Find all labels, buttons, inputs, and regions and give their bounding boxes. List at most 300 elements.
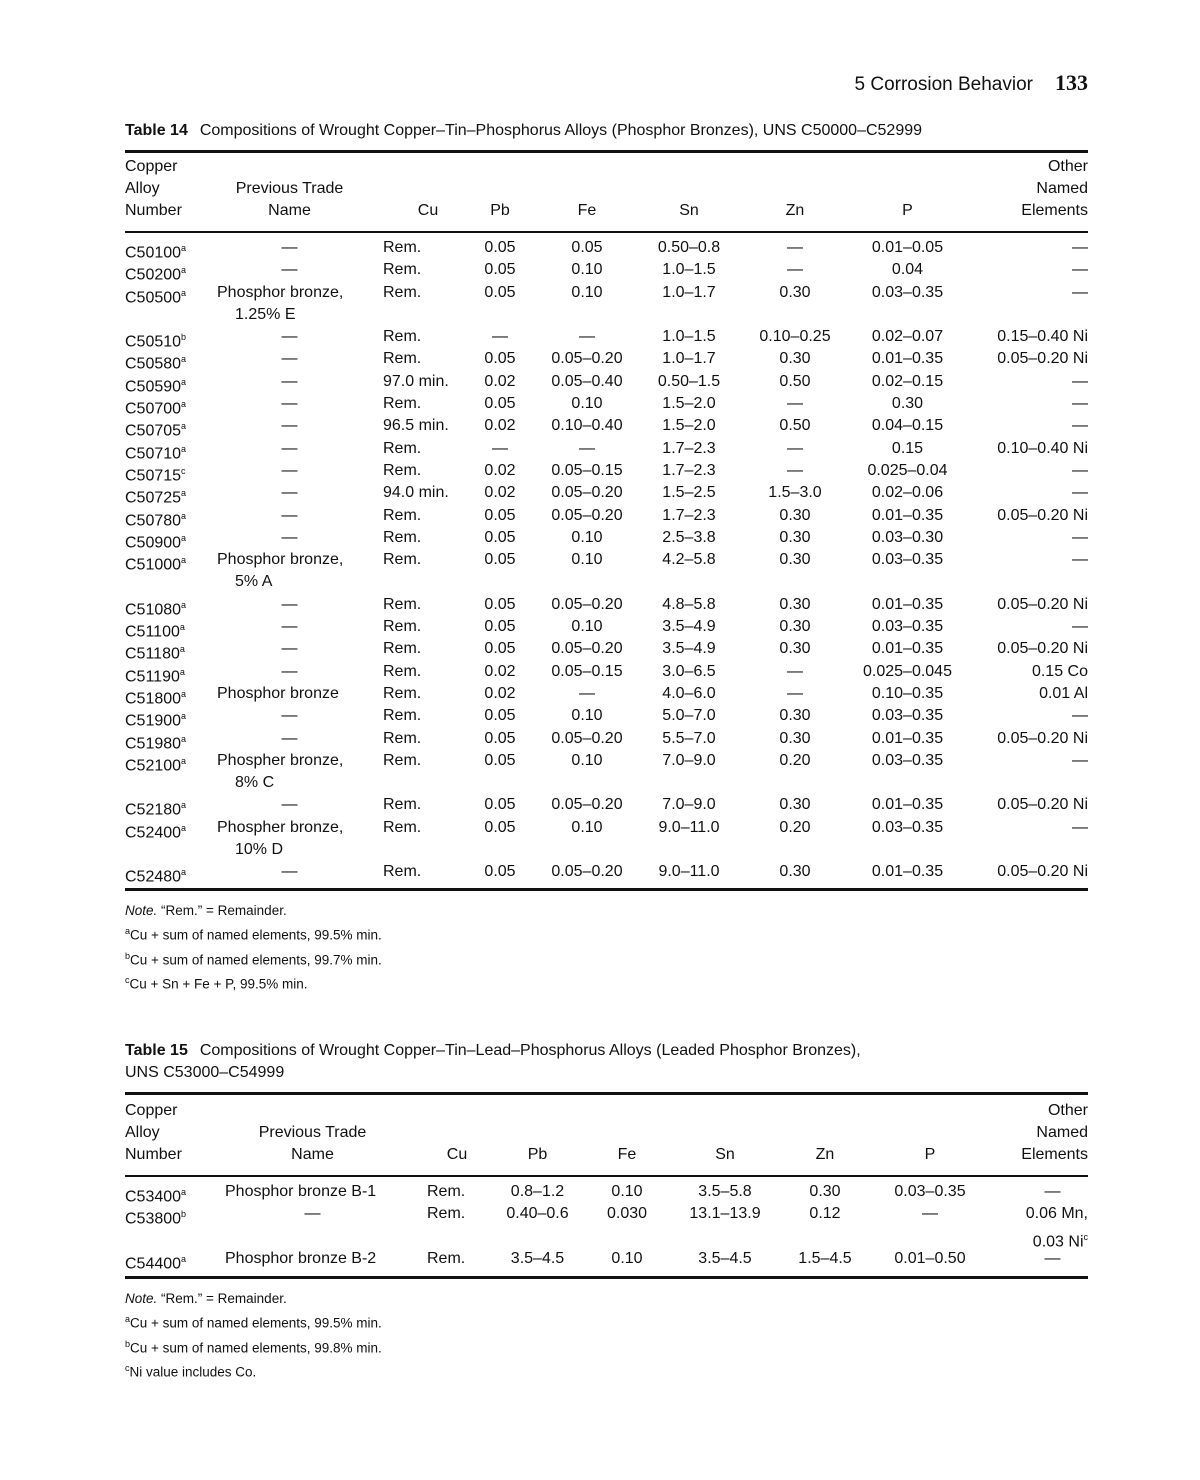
footnote-text: Cu + Sn + Fe + P, 99.5% min. xyxy=(129,976,308,992)
trade-name xyxy=(217,728,362,750)
trade-name-line: Phospher bronze, xyxy=(217,751,344,769)
cell-fe: — xyxy=(579,684,595,702)
cell-cu: Rem. xyxy=(383,528,422,546)
cell-pb: 0.05 xyxy=(484,551,516,569)
cell-zn: 0.30 xyxy=(779,618,811,636)
table-row xyxy=(125,549,1088,594)
cell-sn: 4.0–6.0 xyxy=(662,684,716,702)
trade-name-line: 10% D xyxy=(235,841,284,859)
section-title: 5 Corrosion Behavior xyxy=(854,74,1033,95)
cell-pb: 0.05 xyxy=(484,751,516,769)
footnote-mark: c xyxy=(1083,1231,1088,1242)
cell-p: 0.01–0.35 xyxy=(871,350,944,368)
cell-zn: — xyxy=(787,439,803,457)
footnote-mark: a xyxy=(125,1314,131,1324)
other-text: 0.06 Mn, xyxy=(1025,1205,1088,1223)
table14-header-other-line: Elements xyxy=(1021,202,1088,219)
cell-p: 0.15 xyxy=(891,439,924,457)
cell-other: — xyxy=(1072,484,1088,502)
cell-sn: 1.5–2.5 xyxy=(662,484,716,502)
cell-fe: 0.10 xyxy=(611,1249,643,1267)
note-label: Note. xyxy=(125,1291,158,1306)
cell-fe: 0.10 xyxy=(571,751,603,769)
alloy-number xyxy=(125,1203,186,1231)
table15-header-zn-line: Zn xyxy=(815,1146,835,1163)
cell-other: 0.05–0.20 Ni xyxy=(997,863,1088,881)
alloy-code: C51180 xyxy=(125,645,180,663)
table14-header-sn-line: Sn xyxy=(679,202,699,219)
cell-cu: Rem. xyxy=(383,684,422,702)
trade-name xyxy=(217,794,362,816)
cell-other: — xyxy=(1072,551,1088,569)
cell-p: 0.01–0.05 xyxy=(871,239,944,256)
cell-p: 0.01–0.35 xyxy=(871,595,944,613)
cell-pb: 3.5–4.5 xyxy=(510,1249,565,1267)
cell-cu: Rem. xyxy=(383,239,422,256)
footnote-mark: a xyxy=(179,622,185,633)
cell-sn: 9.0–11.0 xyxy=(658,818,720,836)
alloy-code: C50500 xyxy=(125,288,182,306)
table14-header-cu-line: Cu xyxy=(417,202,439,219)
cell-zn: 0.30 xyxy=(779,506,811,524)
table15-header-p xyxy=(875,1144,985,1166)
cell-pb: 0.02 xyxy=(484,461,516,479)
cell-p: 0.03–0.35 xyxy=(894,1183,966,1200)
cell-sn: 5.0–7.0 xyxy=(662,707,716,725)
footnote-mark: a xyxy=(181,800,187,811)
trade-name-line: — xyxy=(281,707,298,725)
footnote-text: Cu + sum of named elements, 99.5% min. xyxy=(130,927,382,943)
cell-fe: 0.10 xyxy=(611,1183,643,1200)
cell-zn: 0.10–0.25 xyxy=(759,328,831,346)
trade-name xyxy=(217,415,362,437)
cell-fe: 0.10 xyxy=(571,618,603,636)
trade-name xyxy=(217,460,362,482)
table-row xyxy=(125,616,1088,641)
table15-notes xyxy=(125,1289,382,1383)
table-row xyxy=(125,638,1088,663)
table15-header-zn xyxy=(785,1144,865,1166)
table-row xyxy=(125,371,1088,396)
trade-name: Phosphor bronze B-2 xyxy=(225,1249,377,1267)
cell-cu: Rem. xyxy=(383,751,422,769)
table14-label: Table 14 xyxy=(125,122,188,139)
cell-pb: — xyxy=(492,328,508,346)
table15-header-name-line: Previous Trade xyxy=(258,1124,367,1141)
table14-caption xyxy=(125,120,1088,142)
footnote-text: Cu + sum of named elements, 99.7% min. xyxy=(130,952,382,967)
alloy-number xyxy=(125,282,186,310)
table15-caption xyxy=(125,1040,1088,1084)
trade-name xyxy=(217,371,362,393)
cell-pb: — xyxy=(492,439,508,457)
table14-header-p xyxy=(855,200,960,222)
table15-header-pb-line: Pb xyxy=(527,1146,548,1163)
table14-header-alloy-line: Alloy xyxy=(125,180,160,197)
cell-p: 0.02–0.06 xyxy=(871,484,944,502)
trade-name-line: Phosphor bronze, xyxy=(217,283,344,301)
table15-top-rule xyxy=(125,1092,1088,1095)
table14-header-sn xyxy=(645,200,733,222)
alloy-code: C53400 xyxy=(125,1188,182,1206)
cell-fe: 0.05 xyxy=(571,239,603,256)
cell-other: — xyxy=(1072,461,1088,479)
table14-header-name-line: Name xyxy=(268,202,311,219)
table-row xyxy=(125,683,1088,708)
trade-name xyxy=(217,282,362,327)
other-text: 0.03 Ni xyxy=(1032,1232,1084,1250)
cell-pb: 0.05 xyxy=(484,239,516,256)
alloy-code: C50200 xyxy=(125,266,182,284)
cell-p: 0.04 xyxy=(891,261,924,279)
cell-sn: 5.5–7.0 xyxy=(662,729,716,747)
cell-pb: 0.05 xyxy=(484,818,516,836)
cell-fe: 0.030 xyxy=(606,1205,648,1223)
cell-p: 0.02–0.07 xyxy=(871,328,944,346)
cell-fe: 0.10 xyxy=(571,261,603,279)
footnote xyxy=(125,946,382,971)
trade-name-line: 5% A xyxy=(235,573,273,591)
cell-sn: 7.0–9.0 xyxy=(662,751,716,769)
running-head xyxy=(855,70,1088,96)
cell-pb: 0.02 xyxy=(484,662,516,680)
cell-sn: 2.5–3.8 xyxy=(662,528,716,546)
alloy-code: C54400 xyxy=(125,1255,182,1273)
table-row xyxy=(125,326,1088,351)
cell-pb: 0.05 xyxy=(484,729,516,747)
cell-pb: 0.02 xyxy=(484,417,516,435)
table-row xyxy=(125,594,1088,619)
cell-zn: — xyxy=(787,239,803,256)
alloy-code: C50100 xyxy=(125,244,182,262)
trade-name-line: — xyxy=(281,796,298,814)
cell-cu: Rem. xyxy=(383,707,422,725)
cell-fe: 0.05–0.15 xyxy=(551,461,623,479)
alloy-code: C53800 xyxy=(125,1210,182,1228)
table14-header-other xyxy=(973,156,1088,222)
trade-name xyxy=(217,861,362,883)
cell-fe: — xyxy=(579,439,595,457)
cell-zn: 0.30 xyxy=(779,729,811,747)
cell-p: 0.01–0.35 xyxy=(871,729,944,747)
cell-fe: 0.10 xyxy=(571,818,603,836)
cell-sn: 1.7–2.3 xyxy=(662,461,716,479)
cell-cu: Rem. xyxy=(383,640,422,658)
cell-pb: 0.05 xyxy=(484,395,516,413)
cell-pb: 0.05 xyxy=(484,796,516,814)
footnote-mark: a xyxy=(181,532,187,543)
table15-header-sn xyxy=(675,1144,775,1166)
trade-name xyxy=(217,616,362,638)
cell-cu: Rem. xyxy=(383,461,422,479)
trade-name-line: — xyxy=(281,640,298,658)
trade-name xyxy=(217,326,362,348)
cell-other: — xyxy=(1072,372,1088,390)
table15-header-alloy-line: Number xyxy=(125,1146,182,1163)
cell-p: 0.025–0.045 xyxy=(863,662,952,680)
trade-name-line: — xyxy=(281,595,298,613)
table15-header-alloy-line: Alloy xyxy=(125,1124,160,1141)
footnote-mark: a xyxy=(181,867,187,878)
trade-name-line: — xyxy=(281,618,298,636)
cell-fe: 0.10 xyxy=(571,551,603,569)
alloy-code: C51000 xyxy=(125,556,182,574)
footnote-mark: a xyxy=(179,644,185,655)
trade-name-line: — xyxy=(281,328,298,346)
cell-zn: 0.30 xyxy=(779,528,811,546)
footnote-mark: a xyxy=(125,926,131,936)
footnote-mark: a xyxy=(181,443,187,454)
table-row xyxy=(125,237,1088,262)
cell-zn: 1.5–3.0 xyxy=(768,484,822,502)
cell-cu: Rem. xyxy=(383,729,422,747)
alloy-number xyxy=(125,1248,186,1276)
footnote-mark: a xyxy=(179,666,185,677)
table-row xyxy=(125,1248,1088,1273)
cell-fe: 0.05–0.20 xyxy=(551,506,623,524)
cell-p: 0.03–0.35 xyxy=(871,818,944,836)
footnote-mark: a xyxy=(181,243,187,253)
footnote-mark: a xyxy=(181,376,187,387)
cell-fe: 0.10–0.40 xyxy=(551,417,623,435)
footnote-mark: a xyxy=(181,733,187,744)
cell-pb: 0.05 xyxy=(484,707,516,725)
cell-zn: — xyxy=(787,662,803,680)
table-row xyxy=(125,259,1088,284)
alloy-code: C51800 xyxy=(125,690,182,708)
table-row xyxy=(125,505,1088,527)
table14-header xyxy=(125,156,1088,222)
cell-pb: 0.05 xyxy=(484,618,516,636)
trade-name-line: Phospher bronze, xyxy=(217,818,344,836)
alloy-code: C52180 xyxy=(125,801,182,819)
cell-fe: 0.10 xyxy=(571,707,603,725)
cell-zn: 0.50 xyxy=(779,417,811,435)
table14-header-pb xyxy=(477,200,523,222)
alloy-code: C50580 xyxy=(125,355,182,373)
cell-pb: 0.05 xyxy=(484,350,516,368)
footnote-mark: c xyxy=(181,465,186,476)
table-row xyxy=(125,728,1088,750)
table15-header xyxy=(125,1100,1088,1166)
note-line xyxy=(125,1289,382,1309)
cell-fe: 0.05–0.20 xyxy=(551,796,623,814)
footnote-mark: a xyxy=(181,599,187,610)
cell-other xyxy=(987,1248,1088,1270)
cell-cu: Rem. xyxy=(383,506,422,524)
table15-header-cu-line: Cu xyxy=(446,1146,468,1163)
cell-fe: 0.10 xyxy=(571,395,603,413)
cell-p: 0.03–0.35 xyxy=(871,618,944,636)
cell-zn: 0.30 xyxy=(779,707,811,725)
note-label: Note. xyxy=(125,903,158,918)
cell-pb: 0.05 xyxy=(484,863,516,881)
cell-p: 0.01–0.35 xyxy=(871,506,944,524)
table-row xyxy=(125,438,1088,460)
alloy-code: C51900 xyxy=(125,712,182,730)
table-row xyxy=(125,794,1088,819)
alloy-code: C50900 xyxy=(125,534,182,552)
trade-name-line: — xyxy=(281,350,298,368)
table15-header-other xyxy=(987,1100,1088,1166)
cell-other: — xyxy=(1072,618,1088,636)
table14-header-name xyxy=(217,178,362,222)
cell-sn: 0.50–0.8 xyxy=(657,239,721,256)
cell-zn: — xyxy=(787,261,803,279)
table14-header-pb-line: Pb xyxy=(490,202,510,219)
cell-sn: 1.0–1.5 xyxy=(662,328,716,346)
table14-header-alloy-line: Copper xyxy=(125,158,178,175)
trade-name xyxy=(217,817,362,862)
table15-header-alloy xyxy=(125,1100,220,1166)
other-text: — xyxy=(1044,1249,1061,1267)
note-line xyxy=(125,901,382,921)
table-row xyxy=(125,661,1088,683)
cell-pb: 0.05 xyxy=(484,640,516,658)
cell-other: — xyxy=(1072,395,1088,413)
alloy-code: C50705 xyxy=(125,422,182,440)
cell-other xyxy=(987,1203,1088,1253)
cell-zn: 0.20 xyxy=(779,751,811,769)
alloy-code: C50725 xyxy=(125,489,182,507)
cell-sn: 1.0–1.7 xyxy=(662,350,716,368)
footnote-mark: c xyxy=(125,975,130,985)
table15-header-sn-line: Sn xyxy=(715,1146,735,1163)
table-row xyxy=(125,750,1088,795)
table-row xyxy=(125,705,1088,730)
table-row xyxy=(125,482,1088,507)
table14-header-p-line: P xyxy=(902,202,913,219)
table15-header-other-line: Elements xyxy=(1021,1146,1088,1163)
cell-cu: Rem. xyxy=(383,595,422,613)
footnote-mark: a xyxy=(181,265,187,276)
cell-p: 0.01–0.50 xyxy=(894,1249,966,1267)
alloy-code: C50780 xyxy=(125,511,182,529)
trade-name xyxy=(217,259,362,281)
footnote-mark: a xyxy=(181,287,187,298)
cell-sn: 4.8–5.8 xyxy=(662,595,716,613)
table14-header-alloy-line: Number xyxy=(125,202,182,219)
table14-header-alloy xyxy=(125,156,220,222)
alloy-number xyxy=(125,750,186,778)
trade-name-line: — xyxy=(281,261,298,279)
table15-body xyxy=(125,1181,1088,1273)
cell-fe: 0.10 xyxy=(571,528,603,546)
cell-sn: 7.0–9.0 xyxy=(662,796,716,814)
cell-pb: 0.8–1.2 xyxy=(510,1183,565,1200)
cell-other: 0.05–0.20 Ni xyxy=(997,506,1088,524)
cell-p: 0.03–0.35 xyxy=(871,551,944,569)
cell-cu: Rem. xyxy=(383,328,422,346)
trade-name-line: — xyxy=(281,439,298,457)
table-row xyxy=(125,527,1088,552)
table14-body xyxy=(125,237,1088,884)
cell-cu: Rem. xyxy=(383,439,422,457)
alloy-code: C50700 xyxy=(125,400,182,418)
cell-cu: Rem. xyxy=(427,1249,466,1267)
table14-header-other-line: Named xyxy=(1036,180,1088,197)
cell-other: 0.15 Co xyxy=(1031,662,1088,680)
alloy-number xyxy=(125,861,186,889)
cell-fe: 0.05–0.20 xyxy=(551,640,623,658)
cell-sn: 1.7–2.3 xyxy=(662,506,716,524)
cell-sn: 3.5–4.9 xyxy=(662,640,716,658)
note-text: “Rem.” = Remainder. xyxy=(157,903,287,918)
cell-cu: Rem. xyxy=(427,1183,466,1200)
table-row xyxy=(125,460,1088,485)
cell-sn: 4.2–5.8 xyxy=(662,551,716,569)
cell-p: — xyxy=(922,1205,938,1223)
footnote-mark: a xyxy=(181,755,187,766)
cell-cu: 97.0 min. xyxy=(383,372,449,390)
cell-pb: 0.02 xyxy=(484,484,516,502)
table15-title-line1: Compositions of Wrought Copper–Tin–Lead–Phosphorus Alloys (Leaded Phosphor Bronzes), xyxy=(199,1042,861,1059)
table15-label: Table 15 xyxy=(125,1042,188,1059)
footnote-mark: b xyxy=(181,1209,187,1220)
table15-title-line2: UNS C53000–C54999 xyxy=(125,1064,285,1081)
table15-header-other-line: Other xyxy=(1047,1102,1088,1119)
cell-p: 0.03–0.35 xyxy=(871,751,944,769)
cell-sn: 3.0–6.5 xyxy=(662,662,716,680)
cell-other: — xyxy=(1072,417,1088,435)
alloy-code: C50510 xyxy=(125,333,182,351)
cell-sn: 1.0–1.5 xyxy=(662,261,716,279)
cell-fe: 0.05–0.20 xyxy=(551,595,623,613)
table14-header-rule xyxy=(125,231,1088,233)
cell-p: 0.04–0.15 xyxy=(871,417,944,435)
alloy-code: C51080 xyxy=(125,601,182,619)
alloy-number xyxy=(125,817,186,845)
cell-cu: Rem. xyxy=(383,662,422,680)
footnote-text: Ni value includes Co. xyxy=(129,1364,257,1380)
table-row xyxy=(125,282,1088,327)
trade-name-line: — xyxy=(281,395,298,413)
other-line xyxy=(987,1248,1088,1270)
table14-title: Compositions of Wrought Copper–Tin–Phosphorus Alloys (Phosphor Bronzes), UNS C50000–C52999 xyxy=(199,122,923,139)
trade-name-line: Phosphor bronze, xyxy=(217,551,344,569)
cell-other: 0.01 Al xyxy=(1039,684,1088,702)
cell-other: 0.05–0.20 Ni xyxy=(997,595,1088,613)
cell-p: 0.10–0.35 xyxy=(871,684,944,702)
trade-name-line: — xyxy=(281,417,298,435)
trade-name xyxy=(217,705,362,727)
alloy-code: C51190 xyxy=(125,667,180,685)
footnote-mark: a xyxy=(181,822,187,833)
cell-cu: Rem. xyxy=(383,818,422,836)
cell-zn: 0.30 xyxy=(779,863,811,881)
cell-zn: — xyxy=(787,684,803,702)
cell-other: 0.15–0.40 Ni xyxy=(997,328,1088,346)
cell-zn: 0.30 xyxy=(779,595,811,613)
cell-other: — xyxy=(1072,818,1088,836)
cell-p: 0.03–0.35 xyxy=(871,707,944,725)
cell-p: 0.03–0.30 xyxy=(871,528,944,546)
table15-header-other-line: Named xyxy=(1036,1124,1088,1141)
trade-name xyxy=(217,549,362,594)
table15-header-name-line: Name xyxy=(291,1146,334,1163)
cell-zn: 0.20 xyxy=(779,818,811,836)
trade-name-line: — xyxy=(281,528,298,546)
footnote-mark: a xyxy=(181,711,187,722)
trade-name-line: — xyxy=(281,662,298,680)
cell-pb: 0.05 xyxy=(484,506,516,524)
table14-header-other-line: Other xyxy=(1047,158,1088,175)
alloy-code: C51980 xyxy=(125,734,182,752)
cell-fe: 0.05–0.20 xyxy=(551,350,623,368)
cell-fe: 0.05–0.20 xyxy=(551,484,623,502)
trade-name-line: — xyxy=(281,239,298,256)
cell-other: 0.10–0.40 Ni xyxy=(997,439,1088,457)
